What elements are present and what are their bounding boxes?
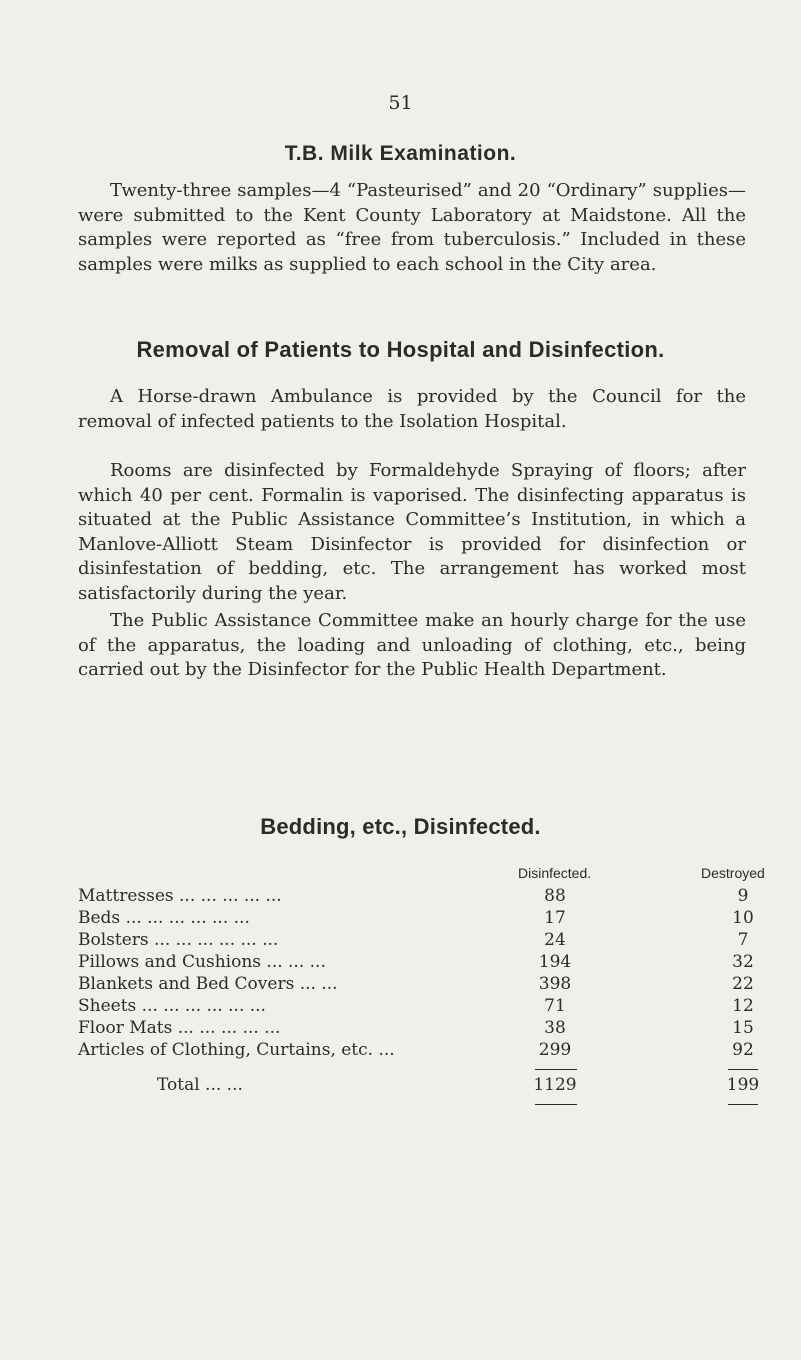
charges-paragraph: The Public Assistance Committee make an hourly charge for the use of the apparatus, the loading and unloading of clothing, etc., being carried out by the Disinfector for the Public Health Department. bbox=[78, 610, 746, 680]
row-label: Floor Mats ... ... ... ... ... bbox=[78, 1018, 281, 1038]
row-destroyed: 32 bbox=[732, 952, 754, 972]
disinfection-paragraph: Rooms are disinfected by Formaldehyde Spraying of floors; after which 40 per cent. Formalin is vaporised. The disinfecting apparatus is situated at the Public Assistance Committee’s Institution, in which a Manlove-Alliott Steam Disinfector is provided for disinfection or disinfestation of bedding, etc. The arrangement has worked most satisfactorily during the year. bbox=[78, 460, 746, 604]
milk-examination-paragraph: Twenty-three samples—4 “Pasteurised” and 20 “Ordinary” supplies—were submitted to the Kent County Laboratory at Maidstone. All the samples were reported as “free from tuberculosis.” Included in these samples were milks as supplied to each school in the City area. bbox=[78, 180, 746, 275]
total-row bbox=[0, 1075, 801, 1097]
row-label: Mattresses ... ... ... ... ... bbox=[78, 886, 282, 906]
row-destroyed: 10 bbox=[732, 908, 754, 928]
row-destroyed: 22 bbox=[732, 974, 754, 994]
row-destroyed: 15 bbox=[732, 1018, 754, 1038]
total-label: Total ... ... bbox=[157, 1075, 243, 1095]
table-row bbox=[0, 1040, 801, 1062]
table-row bbox=[0, 996, 801, 1018]
row-disinfected: 17 bbox=[544, 908, 566, 928]
row-destroyed: 92 bbox=[732, 1040, 754, 1060]
total-bottom-rule-disinfected bbox=[535, 1104, 577, 1105]
table-row bbox=[0, 908, 801, 930]
total-bottom-rule-destroyed bbox=[728, 1104, 758, 1105]
milk-examination-title: T.B. Milk Examination. bbox=[284, 142, 517, 165]
total-top-rule-disinfected bbox=[535, 1069, 577, 1070]
row-disinfected: 299 bbox=[538, 1040, 572, 1060]
column-header-destroyed: Destroyed bbox=[701, 865, 765, 881]
row-destroyed: 12 bbox=[732, 996, 754, 1016]
total-top-rule-destroyed bbox=[728, 1069, 758, 1070]
row-destroyed: 9 bbox=[737, 886, 749, 906]
row-disinfected: 194 bbox=[538, 952, 572, 972]
row-disinfected: 398 bbox=[538, 974, 572, 994]
row-label: Beds ... ... ... ... ... ... bbox=[78, 908, 250, 928]
row-disinfected: 88 bbox=[544, 886, 566, 906]
row-label: Bolsters ... ... ... ... ... ... bbox=[78, 930, 279, 950]
row-disinfected: 24 bbox=[544, 930, 566, 950]
row-destroyed: 7 bbox=[737, 930, 749, 950]
row-label: Articles of Clothing, Curtains, etc. ... bbox=[78, 1040, 395, 1060]
table-row bbox=[0, 974, 801, 996]
ambulance-paragraph: A Horse-drawn Ambulance is provided by the Council for the removal of infected patients to the Isolation Hospital. bbox=[78, 386, 746, 432]
table-row bbox=[0, 1018, 801, 1040]
table-row bbox=[0, 886, 801, 908]
row-label: Sheets ... ... ... ... ... ... bbox=[78, 996, 266, 1016]
bedding-disinfected-title: Bedding, etc., Disinfected. bbox=[260, 814, 541, 839]
table-row bbox=[0, 952, 801, 974]
row-label: Blankets and Bed Covers ... ... bbox=[78, 974, 338, 994]
total-disinfected: 1129 bbox=[533, 1075, 577, 1095]
table-row bbox=[0, 930, 801, 952]
page-number: 51 bbox=[388, 92, 413, 114]
removal-disinfection-title: Removal of Patients to Hospital and Disinfection. bbox=[136, 337, 665, 362]
total-destroyed: 199 bbox=[726, 1075, 760, 1095]
row-disinfected: 38 bbox=[544, 1018, 566, 1038]
column-header-disinfected: Disinfected. bbox=[518, 865, 592, 881]
row-label: Pillows and Cushions ... ... ... bbox=[78, 952, 326, 972]
row-disinfected: 71 bbox=[544, 996, 566, 1016]
